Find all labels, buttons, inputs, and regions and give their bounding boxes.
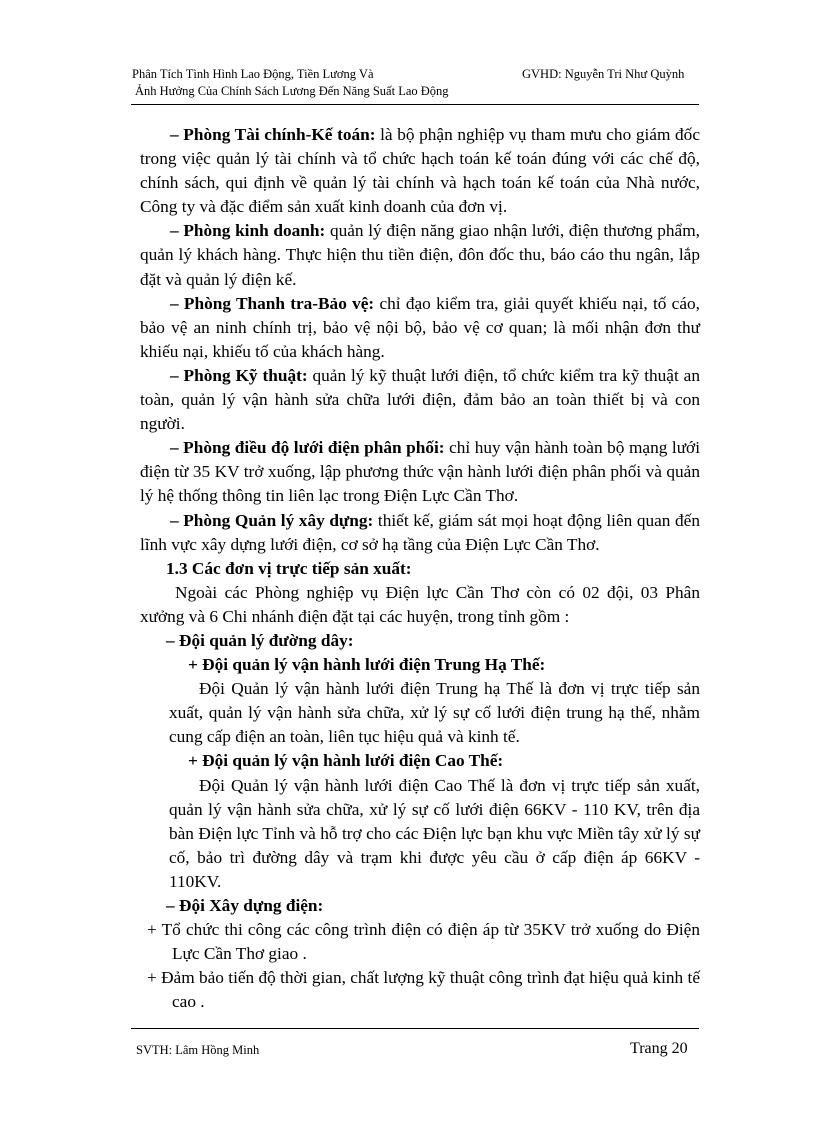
paragraph-finance-dept (140, 123, 700, 219)
team1-sub1-paragraph: Đội Quản lý vận hành lưới điện Trung hạ Thế là đơn vị trực tiếp sản xuất, quản lý vận hành sửa chữa, xử lý sự cố lưới điện trung hạ thế, nhằm cung cấp điện an toàn, liên tục hiệu quả và kinh tế. (169, 679, 700, 747)
team2-heading-text: – Đội Xây dựng điện: (166, 896, 324, 915)
construction-mgmt-dept-text: thiết kế, giám sát mọi hoạt động liên quan đến lĩnh vực xây dựng lưới điện, cơ sở hạ tầng của Điện Lực Cần Thơ. (140, 510, 700, 554)
finance-dept-label: – Phòng Tài chính-Kế toán: (170, 125, 376, 144)
team1-sub2-heading-text: + Đội quản lý vận hành lưới điện Cao Thế: (188, 751, 504, 771)
footer-rule (131, 1028, 699, 1029)
finance-dept-text: là bộ phận nghiệp vụ tham mưu cho giám đốc trong việc quản lý tài chính và tổ chức hạch toán kế toán đúng với các chế độ, chính sách, qui định về quản lý tài chính và hạch toán kế toán của Nhà nước, Công ty và đặc điểm sản xuất kinh doanh của đơn vị. (140, 125, 700, 217)
header-title-line1: Phân Tích Tình Hình Lao Động, Tiền Lương Và (132, 67, 374, 81)
construction-mgmt-dept-label: – Phòng Quản lý xây dựng: (170, 510, 374, 530)
team1-sub1-heading (140, 653, 700, 677)
team1-heading-text: – Đội quản lý đường dây: (166, 630, 354, 650)
paragraph-technical-dept (140, 364, 700, 436)
header-title-line2: Ảnh Hưởng Của Chính Sách Lương Đến Năng Suất Lao Động (135, 84, 449, 98)
section-heading: 1.3 Các đơn vị trực tiếp sản xuất: (166, 558, 412, 578)
team2-heading (140, 894, 700, 918)
header-supervisor: GVHD: Nguyễn Tri Như Quỳnh (522, 67, 685, 81)
team1-sub2-paragraph: Đội Quản lý vận hành lưới điện Cao Thế là đơn vị trực tiếp sản xuất, quản lý vận hành sửa chữa, xử lý sự cố lưới điện 66KV - 110 KV, trên địa bàn Điện lực Tỉnh và hỗ trợ cho các Điện lực bạn khu vực Miền tây xử lý sự cố, bảo trì đường dây và trạm khi được yêu cầu ở cấp điện áp 66KV - 110KV. (169, 775, 700, 891)
technical-dept-text: quản lý kỹ thuật lưới điện, tổ chức kiểm tra kỹ thuật an toàn, quản lý vận hành sửa chữa lưới điện, đảm bảo an toàn thiết bị và con người. (140, 365, 700, 434)
body-text (140, 123, 700, 1014)
team1-sub2-heading (140, 749, 700, 773)
team1-sub1-heading-text: + Đội quản lý vận hành lưới điện Trung Hạ Thế: (188, 655, 546, 675)
header-rule (131, 104, 699, 105)
intro-paragraph: Ngoài các Phòng nghiệp vụ Điện lực Cần Thơ còn có 02 đội, 03 Phân xưởng và 6 Chi nhánh điện đặt tại các huyện, trong tỉnh gồm : (140, 582, 700, 626)
team1-heading (140, 629, 700, 653)
paragraph-dispatch-dept (140, 436, 700, 508)
technical-dept-label: – Phòng Kỹ thuật: (170, 365, 308, 385)
dispatch-dept-text: chỉ huy vận hành toàn bộ mạng lưới điện từ 35 KV trở xuống, lập phương thức vận hành lưới điện phân phối và quản lý hệ thống thông tin liên lạc trong Điện Lực Cần Thơ. (140, 438, 700, 506)
paragraph-inspection-dept (140, 292, 700, 364)
business-dept-label: – Phòng kinh doanh: (170, 221, 326, 241)
footer-student: SVTH: Lâm Hồng Minh (136, 1043, 260, 1057)
inspection-dept-text: chỉ đạo kiểm tra, giải quyết khiếu nại, tố cáo, bảo vệ an ninh chính trị, bảo vệ nội bộ, bảo vệ cơ quan; là mối nhận đơn thư khiếu nại, khiếu tố của khách hàng. (140, 293, 700, 361)
team2-item1: + Tổ chức thi công các công trình điện có điện áp từ 35KV trở xuống do Điện Lực Cần Thơ giao . (147, 920, 700, 964)
dispatch-dept-label: – Phòng điều độ lưới điện phân phối: (170, 438, 445, 458)
business-dept-text: quản lý điện năng giao nhận lưới, điện thương phẩm, quản lý khách hàng. Thực hiện thu tiền điện, đôn đốc thu, báo cáo thu ngân, lắp đặt và quản lý điện kế. (140, 221, 700, 289)
paragraph-construction-mgmt-dept (140, 509, 700, 557)
footer-page-number: Trang 20 (630, 1040, 688, 1057)
paragraph-business-dept (140, 219, 700, 291)
team2-item2: + Đảm bảo tiến độ thời gian, chất lượng kỹ thuật công trình đạt hiệu quả kinh tế cao . (147, 968, 700, 1012)
inspection-dept-label: – Phòng Thanh tra-Bảo vệ: (170, 293, 375, 313)
